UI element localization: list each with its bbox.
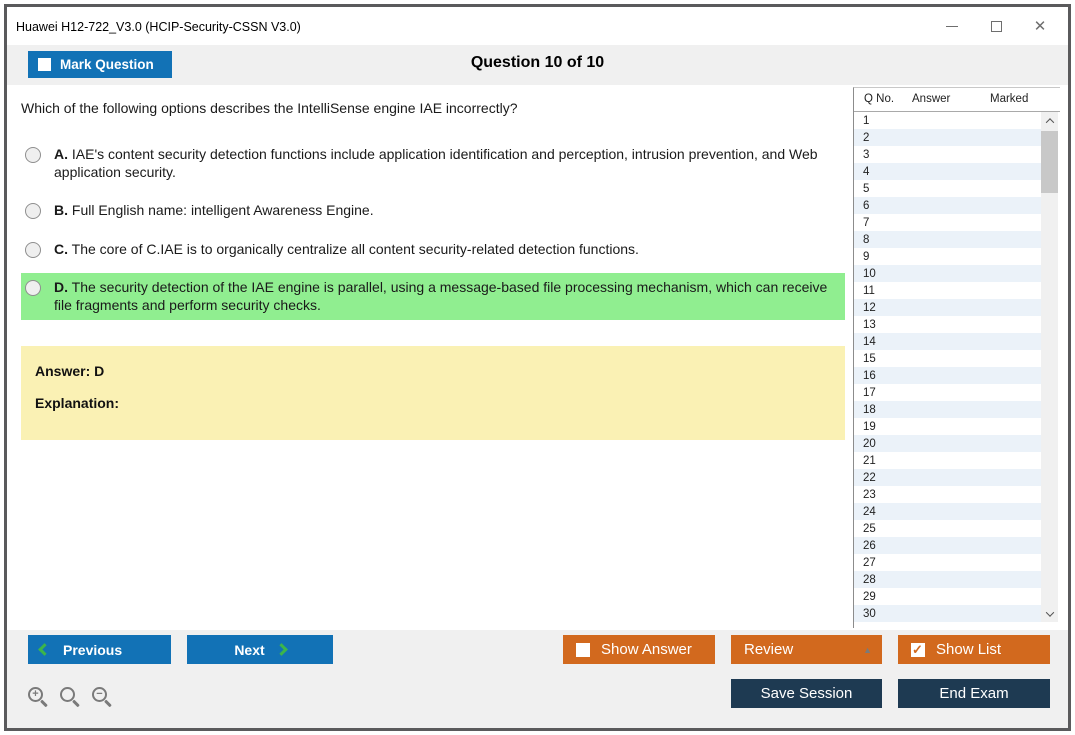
question-list-row-28[interactable] bbox=[854, 571, 1042, 588]
question-list-rows bbox=[854, 112, 1060, 622]
zoom-out-icon[interactable]: − bbox=[92, 687, 114, 709]
show-list-label: Show List bbox=[936, 641, 1002, 658]
option-a-text bbox=[54, 146, 835, 181]
close-button[interactable] bbox=[1018, 7, 1062, 45]
question-number: 14 bbox=[863, 335, 876, 348]
option-a-radio[interactable] bbox=[25, 147, 41, 163]
question-list-scrollbar[interactable] bbox=[1041, 112, 1058, 622]
question-list-row-24[interactable] bbox=[854, 503, 1042, 520]
footer-bar bbox=[7, 630, 1068, 728]
question-list-row-30[interactable] bbox=[854, 605, 1042, 622]
explanation-label: Explanation: bbox=[35, 395, 120, 411]
question-number: 2 bbox=[863, 131, 870, 144]
question-number: 19 bbox=[863, 420, 876, 433]
option-c-body: The core of C.IAE is to organically centralize all content security-related detection functions. bbox=[71, 240, 639, 257]
minimize-icon bbox=[946, 26, 958, 27]
column-qno: Q No. bbox=[864, 93, 895, 105]
question-number: 1 bbox=[863, 114, 870, 127]
review-button[interactable] bbox=[731, 635, 882, 664]
end-exam-label: End Exam bbox=[939, 685, 1009, 702]
option-a[interactable] bbox=[21, 140, 845, 187]
option-a-body: IAE's content security detection functions include application identification and perception, intrusion prevention, and Web application security. bbox=[54, 146, 818, 180]
question-number: 22 bbox=[863, 471, 876, 484]
chevron-right-icon bbox=[275, 643, 288, 656]
question-list-row-8[interactable] bbox=[854, 231, 1042, 248]
question-list-row-19[interactable] bbox=[854, 418, 1042, 435]
triangle-up-icon: ▲ bbox=[863, 644, 872, 655]
question-list-row-17[interactable] bbox=[854, 384, 1042, 401]
column-marked: Marked bbox=[990, 93, 1029, 105]
question-text: Which of the following options describes the IntelliSense engine IAE incorrectly? bbox=[21, 100, 518, 116]
zoom-in-icon[interactable]: + bbox=[28, 687, 50, 709]
zoom-tools bbox=[28, 687, 114, 709]
option-b-text bbox=[54, 202, 374, 220]
option-c-text bbox=[54, 241, 639, 259]
previous-button[interactable] bbox=[28, 635, 171, 664]
question-number: 10 bbox=[863, 267, 876, 280]
option-d-text bbox=[54, 279, 835, 314]
chevron-up-icon bbox=[1045, 118, 1053, 126]
option-c-letter: C. bbox=[54, 240, 68, 257]
question-number: 16 bbox=[863, 369, 876, 382]
question-list-panel bbox=[853, 87, 1060, 628]
show-answer-button[interactable] bbox=[563, 635, 715, 664]
question-list-row-7[interactable] bbox=[854, 214, 1042, 231]
column-answer: Answer bbox=[912, 93, 951, 105]
close-icon: ✕ bbox=[1033, 17, 1047, 35]
scrollbar-thumb[interactable] bbox=[1041, 131, 1058, 193]
question-number: 25 bbox=[863, 522, 876, 535]
question-list-row-9[interactable] bbox=[854, 248, 1042, 265]
option-c[interactable] bbox=[21, 235, 845, 265]
window-title: Huawei H12-722_V3.0 (HCIP-Security-CSSN V3.0) bbox=[16, 20, 301, 34]
option-b-radio[interactable] bbox=[25, 203, 41, 219]
question-number: 4 bbox=[863, 165, 870, 178]
maximize-button[interactable] bbox=[974, 7, 1018, 45]
show-answer-label: Show Answer bbox=[601, 641, 692, 658]
question-list-row-3[interactable] bbox=[854, 146, 1042, 163]
question-list bbox=[854, 112, 1060, 628]
main-area bbox=[7, 85, 1068, 630]
option-a-letter: A. bbox=[54, 146, 68, 162]
scroll-up-button[interactable] bbox=[1041, 112, 1058, 129]
question-list-row-26[interactable] bbox=[854, 537, 1042, 554]
save-session-label: Save Session bbox=[760, 685, 853, 702]
question-list-row-5[interactable] bbox=[854, 180, 1042, 197]
question-number: 30 bbox=[863, 607, 876, 620]
show-list-checkbox[interactable] bbox=[911, 643, 925, 657]
question-number: 24 bbox=[863, 505, 876, 518]
question-number: 26 bbox=[863, 539, 876, 552]
option-d-radio[interactable] bbox=[25, 280, 41, 296]
review-label: Review bbox=[744, 641, 794, 658]
save-session-button[interactable] bbox=[731, 679, 882, 708]
question-list-row-13[interactable] bbox=[854, 316, 1042, 333]
question-number: 23 bbox=[863, 488, 876, 501]
window-controls bbox=[930, 7, 1062, 45]
question-list-row-2[interactable] bbox=[854, 129, 1042, 146]
question-number: 11 bbox=[863, 284, 875, 297]
question-number: 17 bbox=[863, 386, 876, 399]
chevron-down-icon bbox=[1045, 608, 1053, 616]
question-counter: Question 10 of 10 bbox=[470, 54, 605, 71]
chevron-left-icon bbox=[38, 643, 51, 656]
question-number: 21 bbox=[863, 454, 876, 467]
magnifier-icon[interactable] bbox=[60, 687, 82, 709]
question-number: 29 bbox=[863, 590, 876, 603]
question-number: 13 bbox=[863, 318, 876, 331]
question-list-header bbox=[854, 88, 1060, 112]
question-area bbox=[7, 85, 853, 630]
question-number: 9 bbox=[863, 250, 870, 263]
option-d[interactable] bbox=[21, 273, 845, 320]
question-number: 6 bbox=[863, 199, 870, 212]
question-list-row-10[interactable] bbox=[854, 265, 1042, 282]
answer-box bbox=[21, 346, 845, 440]
question-list-row-12[interactable] bbox=[854, 299, 1042, 316]
exam-window bbox=[4, 4, 1071, 731]
title-bar bbox=[7, 7, 1068, 45]
show-answer-checkbox[interactable] bbox=[576, 643, 590, 657]
question-number: 8 bbox=[863, 233, 870, 246]
option-b-body: Full English name: intelligent Awareness Engine. bbox=[71, 202, 374, 218]
question-list-row-20[interactable] bbox=[854, 435, 1042, 452]
question-list-row-27[interactable] bbox=[854, 554, 1042, 571]
question-number: 5 bbox=[863, 182, 870, 195]
option-b[interactable] bbox=[21, 196, 845, 226]
question-list-row-1[interactable] bbox=[854, 112, 1042, 129]
question-number: 3 bbox=[863, 148, 870, 161]
question-list-row-21[interactable] bbox=[854, 452, 1042, 469]
question-list-row-22[interactable] bbox=[854, 469, 1042, 486]
answer-label: Answer: D bbox=[35, 363, 105, 379]
header-bar bbox=[7, 45, 1068, 85]
question-list-row-23[interactable] bbox=[854, 486, 1042, 503]
option-d-letter: D. bbox=[54, 279, 68, 295]
minimize-button[interactable] bbox=[930, 7, 974, 45]
question-number: 15 bbox=[863, 352, 876, 365]
show-list-button[interactable] bbox=[898, 635, 1050, 664]
question-number: 18 bbox=[863, 403, 876, 416]
end-exam-button[interactable] bbox=[898, 679, 1050, 708]
option-b-letter: B. bbox=[54, 202, 68, 218]
question-list-row-16[interactable] bbox=[854, 367, 1042, 384]
question-number: 27 bbox=[863, 556, 876, 569]
question-number: 20 bbox=[863, 437, 876, 450]
maximize-icon bbox=[991, 21, 1002, 32]
question-list-row-14[interactable] bbox=[854, 333, 1042, 350]
option-c-radio[interactable] bbox=[25, 242, 41, 258]
question-number: 28 bbox=[863, 573, 876, 586]
question-list-row-15[interactable] bbox=[854, 350, 1042, 367]
question-list-row-4[interactable] bbox=[854, 163, 1042, 180]
question-number: 7 bbox=[863, 216, 870, 229]
mark-question-label: Mark Question bbox=[60, 57, 154, 72]
question-number: 12 bbox=[863, 301, 876, 314]
question-list-row-18[interactable] bbox=[854, 401, 1042, 418]
scroll-down-button[interactable] bbox=[1041, 605, 1058, 622]
question-list-row-11[interactable] bbox=[854, 282, 1042, 299]
question-list-row-25[interactable] bbox=[854, 520, 1042, 537]
question-list-row-6[interactable] bbox=[854, 197, 1042, 214]
question-list-row-29[interactable] bbox=[854, 588, 1042, 605]
option-d-body: The security detection of the IAE engine is parallel, using a message-based file processing mechanism, which can receive file fragments and perform security checks. bbox=[54, 279, 828, 313]
previous-label: Previous bbox=[63, 641, 123, 658]
next-button[interactable] bbox=[187, 635, 333, 664]
next-label: Next bbox=[234, 641, 265, 658]
